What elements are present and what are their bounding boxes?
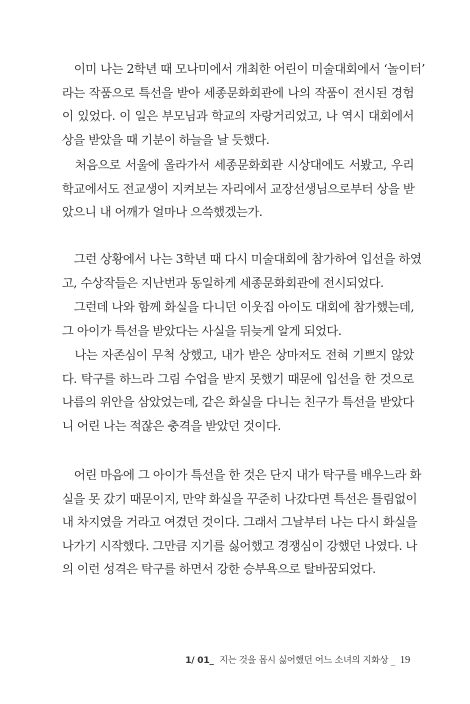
- text-line: 이 있었다. 이 일은 부모님과 학교의 자랑거리었고, 나 역시 대회에서: [62, 109, 414, 124]
- text-line: 의 이런 성격은 탁구를 하면서 강한 승부욕으로 탈바꿈되었다.: [62, 562, 376, 577]
- text-line: 고, 수상작들은 지난번과 동일하게 세종문화회관에 전시되었다.: [62, 275, 384, 290]
- paragraph: [62, 58, 425, 152]
- text-line: 라는 작품으로 특선을 받아 세종문화회관에 나의 작품이 전시된 경험: [62, 85, 414, 100]
- chapter-marker: 1/ 01_: [185, 656, 214, 666]
- paragraph: [62, 296, 414, 343]
- running-footer: [185, 653, 410, 666]
- text-line: 나름의 위안을 삼았었는데, 같은 화실을 다니는 친구가 특선을 받았다: [62, 395, 414, 410]
- text-line: 나가기 시작했다. 그만큼 지기를 싫어했고 경쟁심이 강했던 나였다. 나: [62, 538, 418, 553]
- text-line: 니 어린 나는 적잖은 충격을 받았던 것이다.: [62, 418, 281, 433]
- text-line: 이미 나는 2학년 때 모나미에서 개최한 어린이 미술대회에서 ‘놀이터’: [62, 62, 425, 76]
- text-line: 실을 못 갔기 때문이지, 만약 화실을 꾸준히 나갔다면 특선은 틀림없이: [62, 491, 418, 506]
- paragraph: [62, 344, 414, 438]
- text-line: 그 아이가 특선을 받았다는 사실을 뒤늦게 알게 되었다.: [62, 323, 342, 338]
- paragraph: [62, 154, 414, 225]
- text-line: 처음으로 서울에 올라가서 세종문화회관 시상대에도 서봤고, 우리: [62, 158, 414, 172]
- paragraph: [62, 464, 422, 582]
- text-line: 그런데 나와 함께 화실을 다니던 이웃집 아이도 대회에 참가했는데,: [62, 300, 414, 314]
- text-line: 상을 받았을 때 기분이 하늘을 날 듯했다.: [62, 132, 270, 147]
- text-line: 학교에서도 전교생이 지켜보는 자리에서 교장선생님으로부터 상을 받: [62, 181, 415, 196]
- text-line: 나는 자존심이 무척 상했고, 내가 받은 상마저도 전혀 기쁘지 않았: [62, 348, 414, 362]
- text-line: 다. 탁구를 하느라 그림 수업을 받지 못했기 때문에 입선을 한 것으로: [62, 371, 414, 386]
- text-line: 어린 마음에 그 아이가 특선을 한 것은 단지 내가 탁구를 배우느라 화: [62, 468, 422, 482]
- text-line: 내 차지였을 거라고 여겼던 것이다. 그래서 그날부터 나는 다시 화실을: [62, 515, 418, 530]
- paragraph: [62, 248, 422, 295]
- text-line: 그런 상황에서 나는 3학년 때 다시 미술대회에 참가하여 입선을 하였: [62, 252, 422, 266]
- text-line: 았으니 내 어깨가 얼마나 으쓱했겠는가.: [62, 205, 263, 220]
- running-title: 지는 것을 몹시 싫어했던 어느 소녀의 지화상 _: [219, 656, 396, 666]
- page-number: 19: [399, 655, 410, 666]
